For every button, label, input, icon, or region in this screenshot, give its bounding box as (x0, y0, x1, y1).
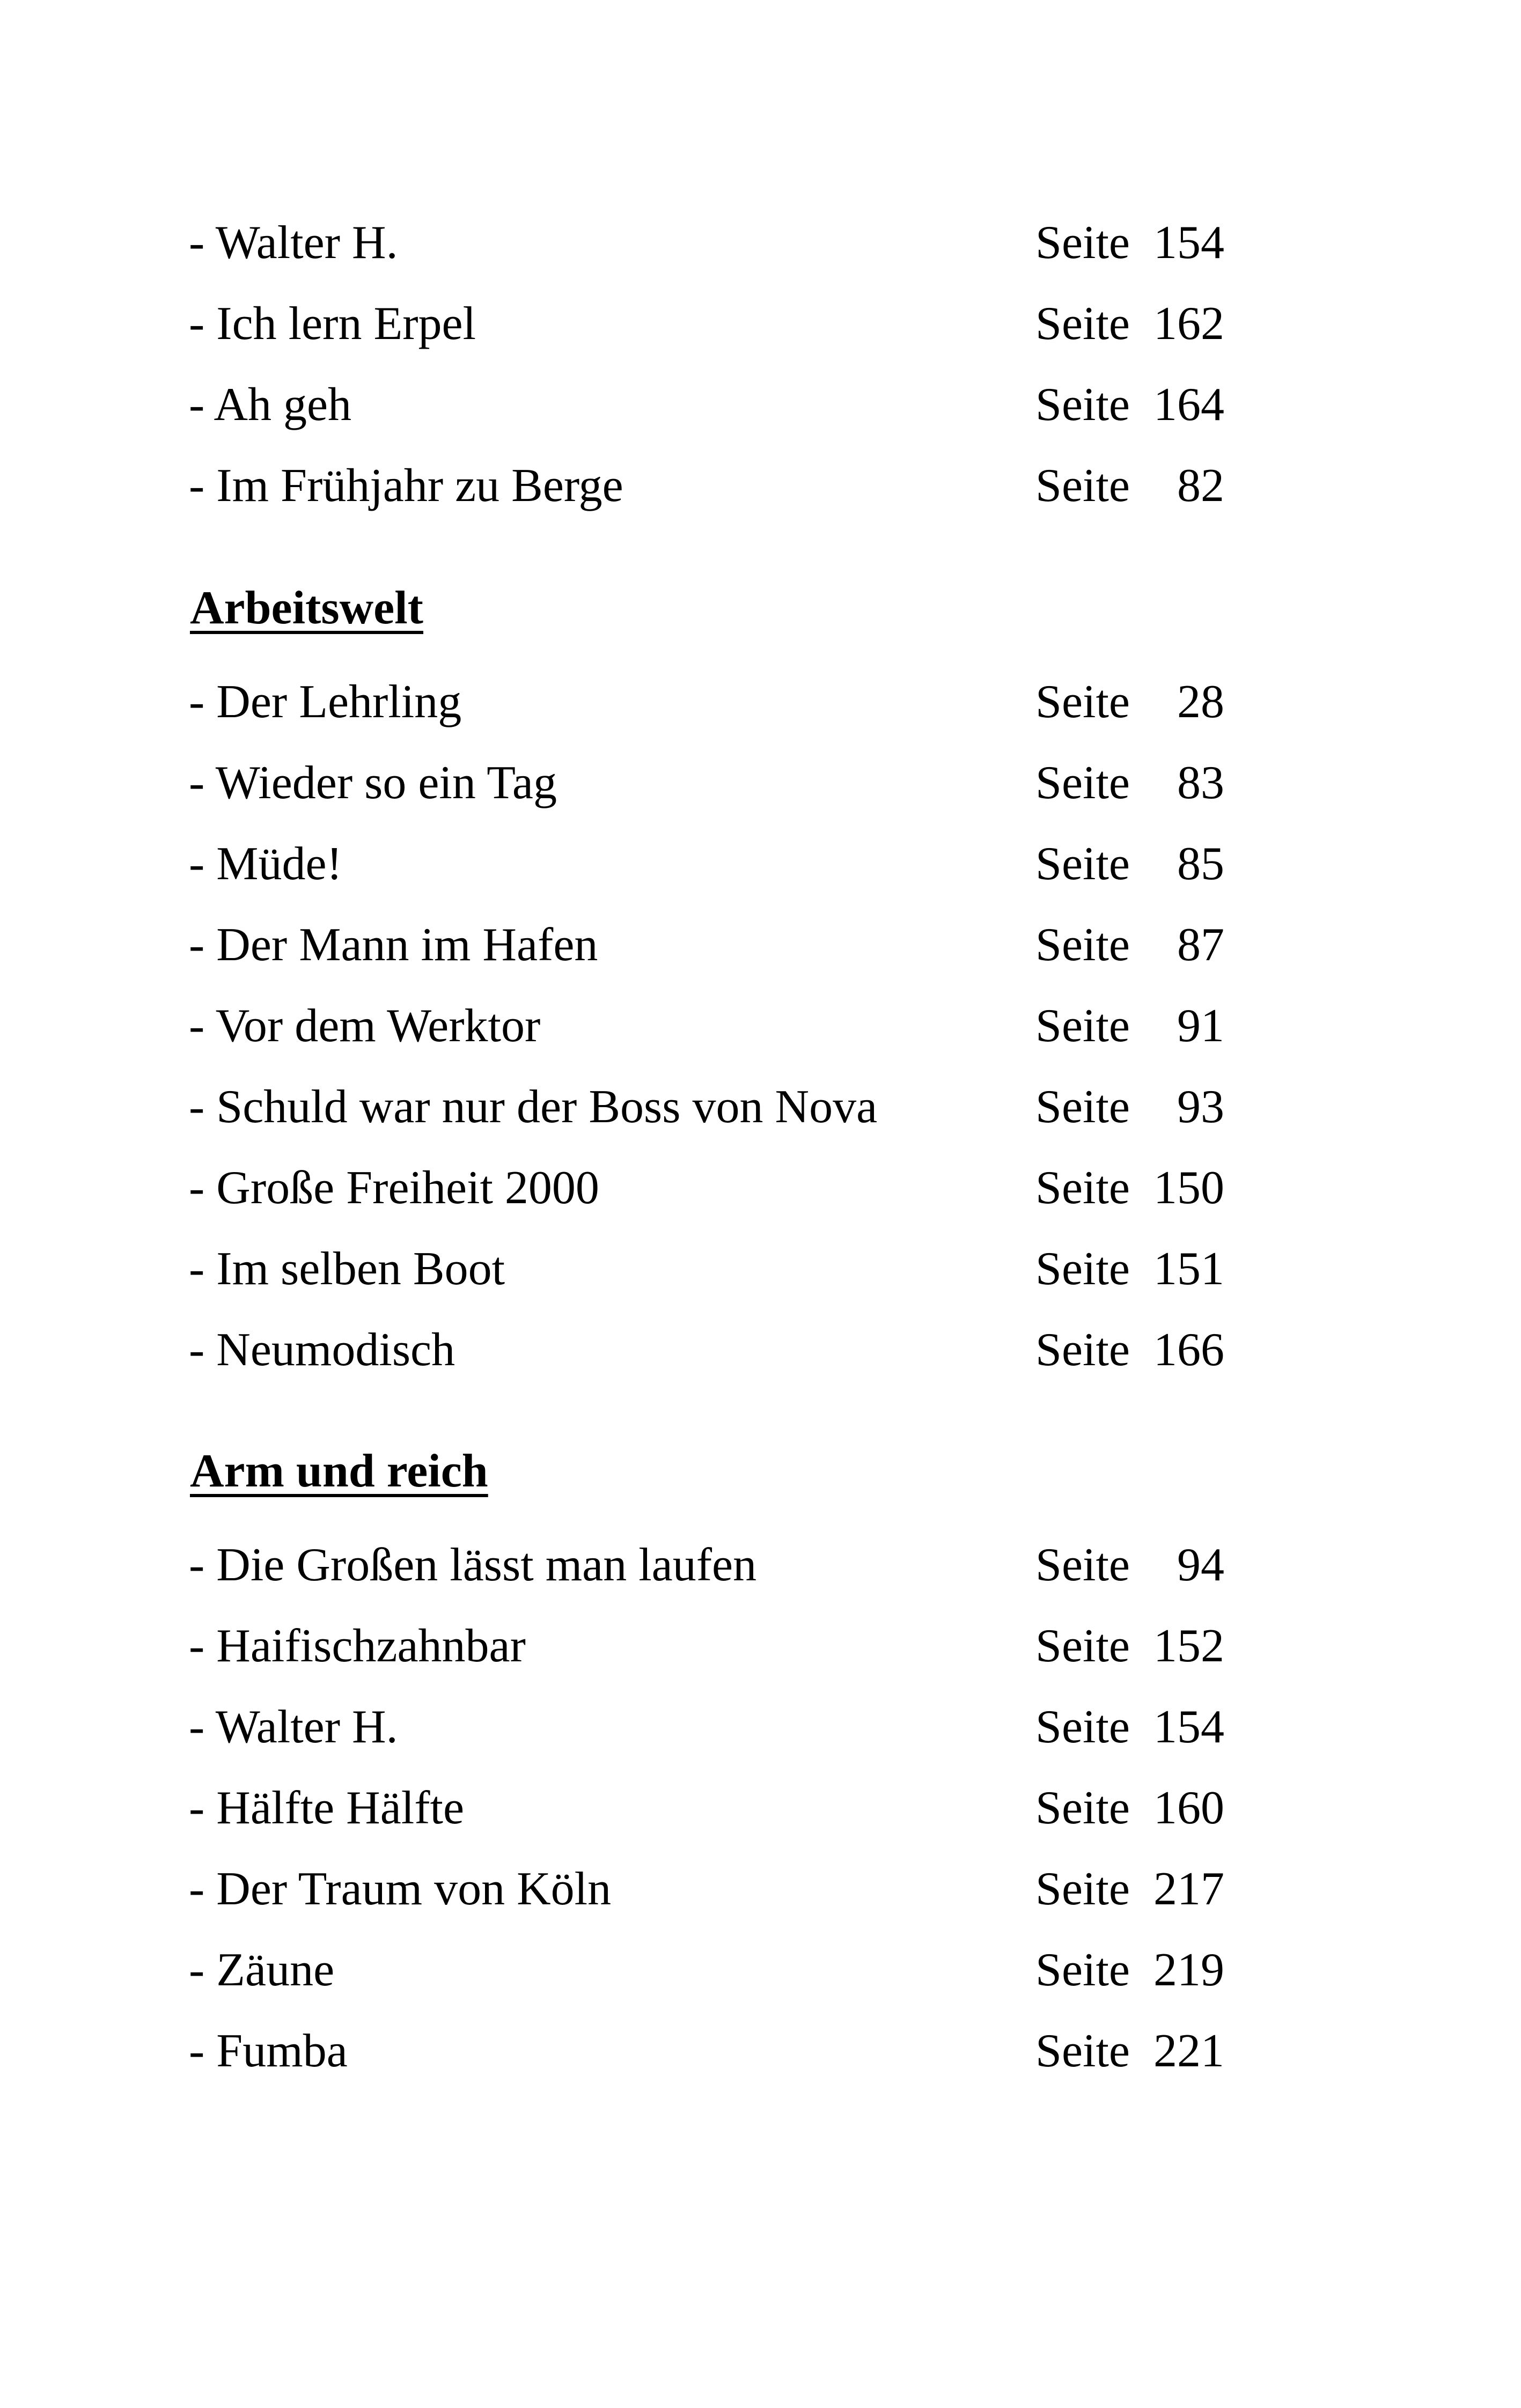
entry-seite-label: Seite (1035, 1324, 1130, 1376)
entry-title: - Hälfte Hälfte (189, 1782, 465, 1834)
entry-page-number: 162 (1153, 298, 1224, 350)
entry-title: - Der Lehrling (189, 676, 462, 728)
entry-title: - Müde! (189, 838, 342, 890)
entry-page-number: 87 (1177, 919, 1224, 971)
toc-entry (189, 283, 1224, 364)
entry-page-number: 83 (1177, 757, 1224, 809)
entry-title: - Große Freiheit 2000 (189, 1162, 599, 1214)
entry-seite-label: Seite (1035, 919, 1130, 971)
toc-entry (189, 1930, 1224, 2011)
entry-seite-label: Seite (1035, 676, 1130, 728)
toc-entry (189, 985, 1224, 1066)
entry-page-number: 154 (1153, 1701, 1224, 1753)
toc-entry (189, 1849, 1224, 1930)
section-heading: Arbeitswelt (190, 582, 423, 634)
entry-page-number: 164 (1153, 379, 1224, 431)
toc-entry (189, 2011, 1224, 2092)
entry-page-number: 91 (1177, 1000, 1224, 1052)
toc-entry (189, 1147, 1224, 1228)
section-heading: Arm und reich (190, 1445, 488, 1497)
toc-entry (189, 1228, 1224, 1309)
entry-seite-label: Seite (1035, 1701, 1130, 1753)
entry-title: - Ah geh (189, 379, 352, 431)
entry-seite-label: Seite (1035, 757, 1130, 809)
entry-title: - Zäune (189, 1944, 335, 1996)
toc-entry (189, 742, 1224, 823)
entry-page-number: 93 (1177, 1081, 1224, 1133)
toc-entry (189, 904, 1224, 985)
entry-page-number: 166 (1153, 1324, 1224, 1376)
entry-page-number: 219 (1153, 1944, 1224, 1996)
entry-seite-label: Seite (1035, 379, 1130, 431)
entry-page-number: 160 (1153, 1782, 1224, 1834)
entry-title: - Vor dem Werktor (189, 1000, 541, 1052)
entry-seite-label: Seite (1035, 1162, 1130, 1214)
toc-entry (189, 202, 1224, 283)
toc-entry (189, 823, 1224, 904)
toc-entry (189, 364, 1224, 445)
entry-title: - Ich lern Erpel (189, 298, 476, 350)
entry-page-number: 152 (1153, 1620, 1224, 1672)
entry-page-number: 150 (1153, 1162, 1224, 1214)
entry-title: - Haifischzahnbar (189, 1620, 526, 1672)
toc-entry (189, 1606, 1224, 1687)
toc-entry (189, 1309, 1224, 1390)
entry-title: - Im Frühjahr zu Berge (189, 460, 623, 512)
entry-title: - Der Traum von Köln (189, 1863, 612, 1915)
entry-seite-label: Seite (1035, 2025, 1130, 2077)
entry-title: - Wieder so ein Tag (189, 757, 557, 809)
entry-page-number: 82 (1177, 460, 1224, 512)
entry-title: - Fumba (189, 2025, 348, 2077)
entry-page-number: 154 (1153, 217, 1224, 269)
entry-seite-label: Seite (1035, 1620, 1130, 1672)
toc-entry (189, 1525, 1224, 1606)
entry-title: - Im selben Boot (189, 1243, 505, 1295)
entry-page-number: 94 (1177, 1539, 1224, 1591)
entry-seite-label: Seite (1035, 217, 1130, 269)
entry-page-number: 85 (1177, 838, 1224, 890)
entry-title: - Der Mann im Hafen (189, 919, 598, 971)
entry-seite-label: Seite (1035, 1000, 1130, 1052)
toc-entry (189, 1687, 1224, 1768)
entry-seite-label: Seite (1035, 298, 1130, 350)
entry-page-number: 28 (1177, 676, 1224, 728)
entry-seite-label: Seite (1035, 838, 1130, 890)
entry-title: - Walter H. (189, 1701, 398, 1753)
entry-seite-label: Seite (1035, 1081, 1130, 1133)
entry-seite-label: Seite (1035, 1782, 1130, 1834)
entry-title: - Die Großen lässt man laufen (189, 1539, 757, 1591)
entry-seite-label: Seite (1035, 1944, 1130, 1996)
entry-page-number: 151 (1153, 1243, 1224, 1295)
toc-entry (189, 1768, 1224, 1849)
entry-seite-label: Seite (1035, 1243, 1130, 1295)
entry-seite-label: Seite (1035, 1539, 1130, 1591)
entry-page-number: 217 (1153, 1863, 1224, 1915)
entry-title: - Neumodisch (189, 1324, 455, 1376)
entry-page-number: 221 (1153, 2025, 1224, 2077)
toc-entry (189, 661, 1224, 742)
toc-entry (189, 445, 1224, 526)
entry-title: - Walter H. (189, 217, 398, 269)
entry-seite-label: Seite (1035, 1863, 1130, 1915)
entry-title: - Schuld war nur der Boss von Nova (189, 1081, 878, 1133)
toc-entry (189, 1066, 1224, 1147)
entry-seite-label: Seite (1035, 460, 1130, 512)
